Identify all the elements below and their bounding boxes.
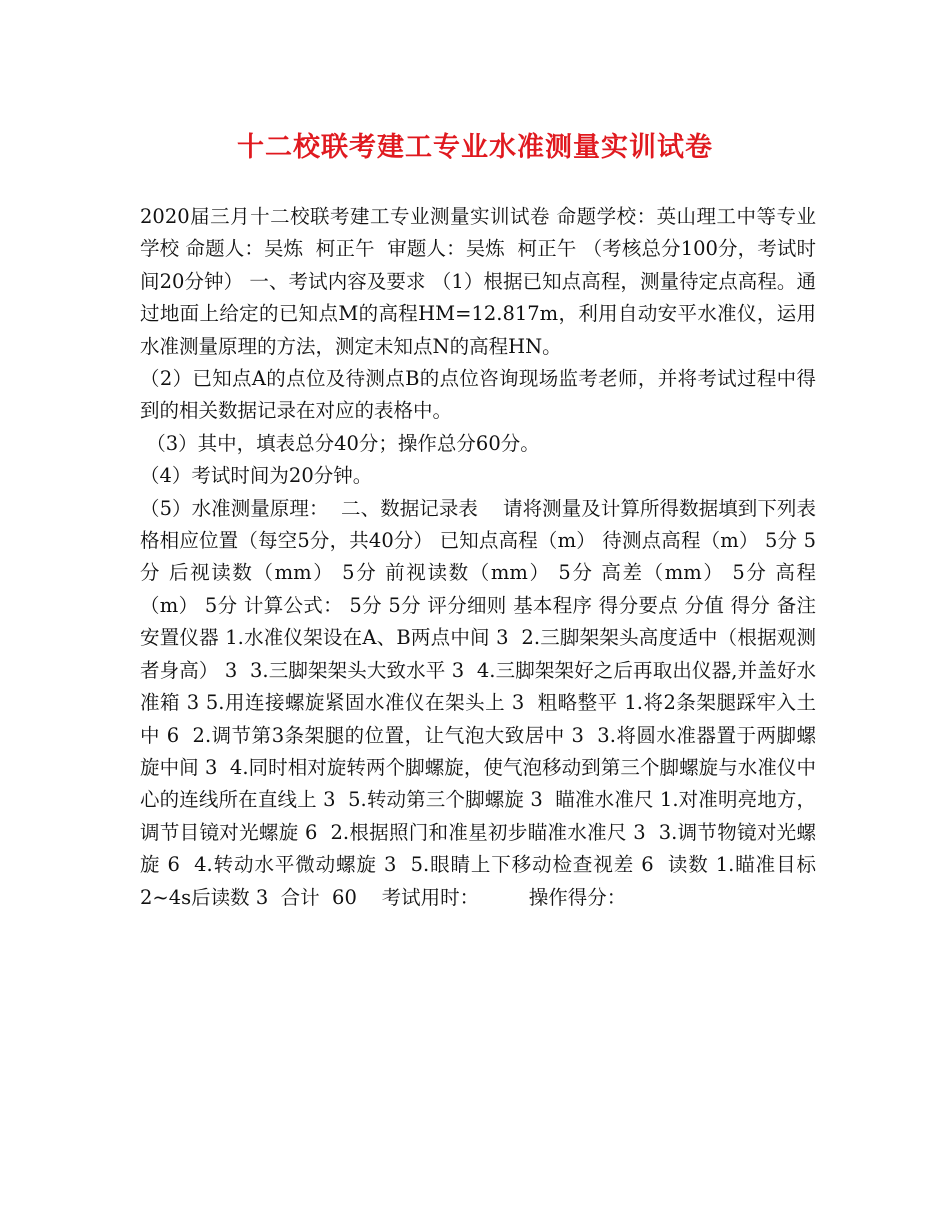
paragraph-requirement-2: （2）已知点A的点位及待测点B的点位咨询现场监考老师，并将考试过程中得到的相关数据记录在对应的表格中。 (140, 367, 816, 423)
paragraph-requirement-4: （4）考试时间为20分钟。 (140, 464, 373, 488)
paragraph-data-table-and-scoring: （5）水准测量原理： 二、数据记录表 请将测量及计算所得数据填到下列表格相应位置（每空5分，共40分） 已知点高程（m） 待测点高程（m） 5分 5分 后视读数（mm） 5分 前视读数（mm） 5分 高差（mm） 5分 高程（m） 5分 计算公式： 5分 5分 评分细则 基本程序 得分要点 分值 得分 备注 安置仪器 1.水准仪架设在A、B两点中间 3 2.三脚架架头高度适中（根据观测者身高） 3 3.三脚架架头大致水平 3 4.三脚架架好之后再取出仪器,并盖好水准箱 3 5.用连接螺旋紧固水准仪在架头上 3 粗略整平 1.将2条架腿踩牢入土中 6 2.调节第3条架腿的位置，让气泡大致居中 3 3.将圆水准器置于两脚螺旋中间 3 4.同时相对旋转两个脚螺旋，使气泡移动到第三个脚螺旋与水准仪中心的连线所在直线上 3 5.转动第三个脚螺旋 3 瞄准水准尺 1.对准明亮地方，调节目镜对光螺旋 6 2.根据照门和准星初步瞄准水准尺 3 3.调节物镜对光螺旋 6 4.转动水平微动螺旋 3 5.眼睛上下移动检查视差 6 读数 1.瞄准目标2~4s后读数 3 合计 60 考试用时： 操作得分： (140, 496, 823, 909)
paragraph-intro: 2020届三月十二校联考建工专业测量实训试卷 命题学校：英山理工中等专业学校 命题人：吴炼 柯正午 审题人：吴炼 柯正午 （考核总分100分，考试时间20分钟） 一、考试内容及要求 （1）根据已知点高程，测量待定点高程。通过地面上给定的已知点M的高程HM=12.817m，利用自动安平水准仪，运用水准测量原理的方法，测定未知点N的高程HN。 (140, 205, 816, 358)
paragraph-requirement-3: （3）其中，填表总分40分；操作总分60分。 (140, 431, 540, 455)
document-title: 十二校联考建工专业水准测量实训试卷 (237, 132, 713, 163)
document-body (140, 201, 823, 914)
